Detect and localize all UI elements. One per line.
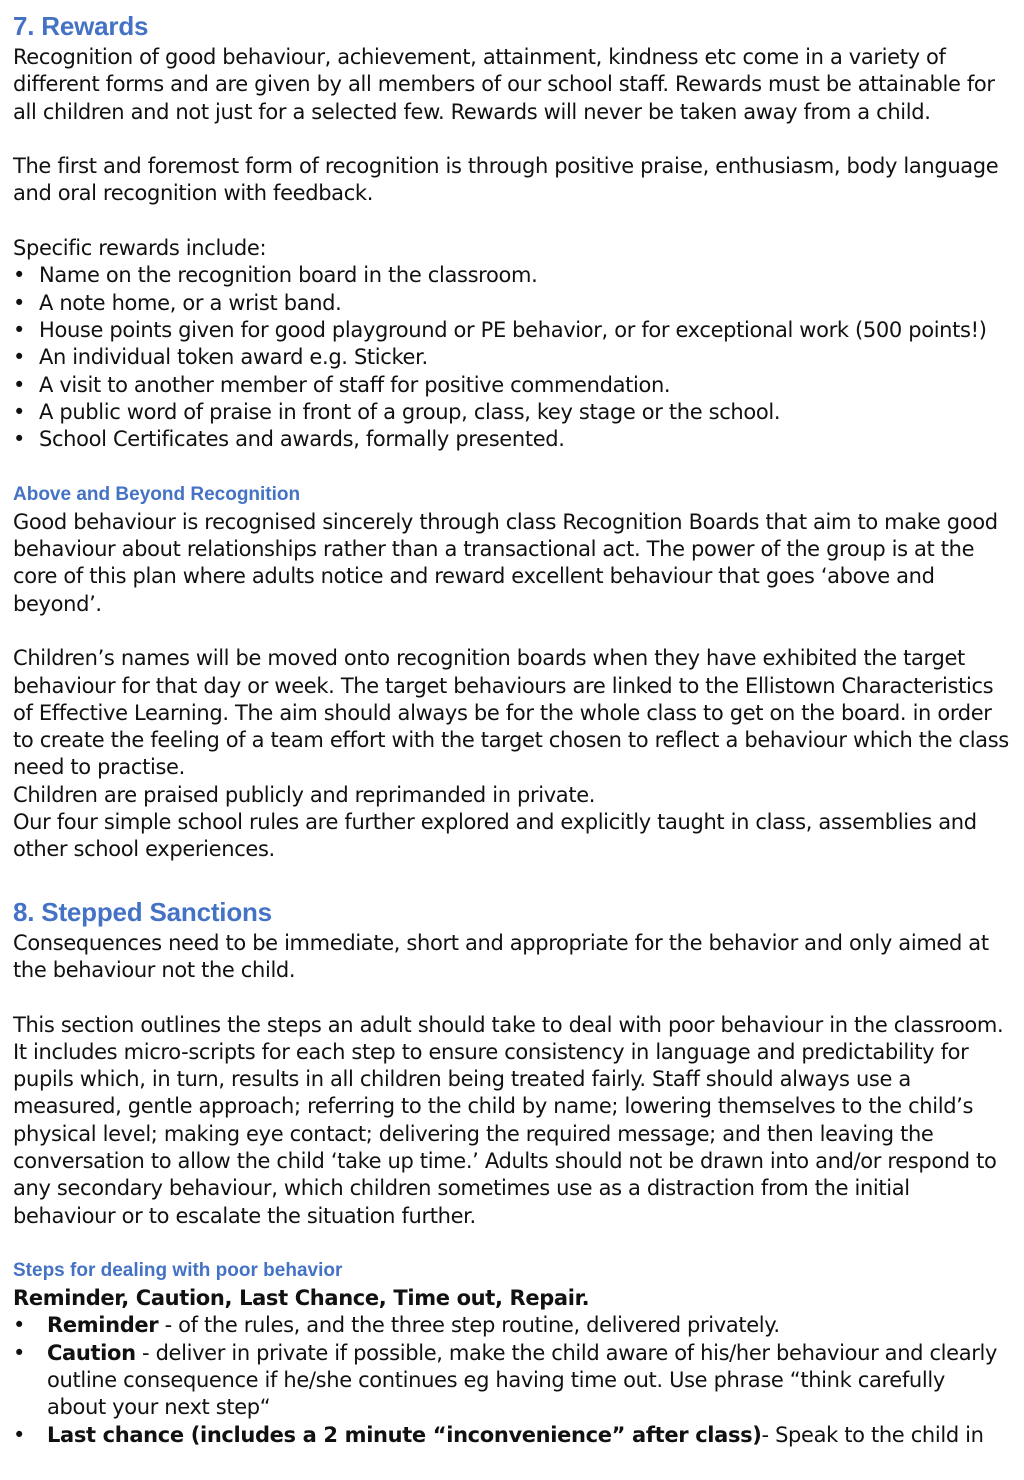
step-term: Caution: [47, 1340, 136, 1365]
above-and-beyond-heading: Above and Beyond Recognition: [13, 483, 301, 505]
above-paragraph-1: Good behaviour is recognised sincerely through class Recognition Boards that aim to make good behaviour about relationships rather than a transactional act. The power of the group is at the core of this plan where adults notice and reward excellent behaviour that goes ‘above and beyond’.: [13, 509, 998, 616]
above-paragraph-2: Children’s names will be moved onto recognition boards when they have exhibited the target behaviour for that day or week. The target behaviours are linked to the Ellistown Characteristics of Effective Learning. The aim should always be for the whole class to get on the board. in order to create the feeling of a team effort with the target chosen to reflect a behaviour which the class need to practise.: [13, 646, 1009, 780]
list-item: • School Certificates and awards, formally presented.: [13, 426, 1010, 453]
step-text: - of the rules, and the three step routine, delivered privately.: [158, 1313, 780, 1338]
spacer: [13, 126, 1010, 153]
above-paragraph-3: Children are praised publicly and reprimanded in private.: [13, 782, 596, 807]
list-item: [13, 1312, 1010, 1339]
bullet-icon: •: [13, 427, 26, 452]
list-item: • A public word of praise in front of a group, class, key stage or the school.: [13, 399, 1010, 426]
step-text: - Speak to the child in: [761, 1422, 984, 1447]
bullet-icon: •: [13, 1340, 26, 1365]
list-item: [13, 1422, 1010, 1449]
bullet-icon: •: [13, 345, 26, 370]
list-item: • A note home, or a wrist band.: [13, 290, 1010, 317]
above-paragraph-4: Our four simple school rules are further explored and explicitly taught in class, assemblies and other school experiences.: [13, 810, 977, 862]
list-item: [13, 1340, 1010, 1422]
spacer: [13, 864, 1010, 894]
section-7-heading: 7. Rewards: [13, 11, 149, 41]
bullet-icon: •: [13, 263, 26, 288]
praise-paragraph: The first and foremost form of recognition is through positive praise, enthusiasm, body language and oral recognition with feedback.: [13, 154, 999, 206]
spacer: [13, 453, 1010, 480]
bullet-icon: •: [13, 372, 26, 397]
step-text: - deliver in private if possible, make the child aware of his/her behaviour and clearly outline consequence if he/she continues eg having time out. Use phrase “think carefully about your next step“: [47, 1340, 998, 1420]
spacer: [13, 208, 1010, 235]
bullet-icon: •: [13, 290, 26, 315]
step-term: Last chance (includes a 2 minute “inconvenience” after class): [47, 1422, 762, 1447]
list-item: • Name on the recognition board in the classroom.: [13, 262, 1010, 289]
list-item: • An individual token award e.g. Sticker.: [13, 344, 1010, 371]
section-8-heading: 8. Stepped Sanctions: [13, 896, 272, 927]
spacer: [13, 1230, 1010, 1257]
bullet-icon: •: [13, 1313, 26, 1338]
rewards-intro-paragraph: Recognition of good behaviour, achievement, attainment, kindness etc come in a variety of different forms and are given by all members of our school staff. Rewards must be attainable for all children and not just for a selected few. Rewards will never be taken away from a child.: [13, 45, 995, 124]
steps-heading: Steps for dealing with poor behavior: [13, 1260, 343, 1282]
list-item: • A visit to another member of staff for positive commendation.: [13, 372, 1010, 399]
sanctions-intro-paragraph: Consequences need to be immediate, short and appropriate for the behavior and only aimed at the behaviour not the child.: [13, 930, 989, 982]
list-item: • House points given for good playground or PE behavior, or for exceptional work (500 points!): [13, 317, 1010, 344]
steps-list: [13, 1312, 1010, 1448]
specific-rewards-intro: Specific rewards include:: [13, 236, 267, 261]
spacer: [13, 984, 1010, 1011]
rewards-list: [13, 262, 1010, 453]
sanctions-outline-paragraph: This section outlines the steps an adult should take to deal with poor behaviour in the classroom. It includes micro-scripts for each step to ensure consistency in language and predictability for pupils which, in turn, results in all children being treated fairly. Staff should always use a measured, gentle approach; referring to the child by name; lowering themselves to the child’s physical level; making eye contact; delivering the required message; and then leaving the conversation to allow the child ‘take up time.’ Adults should not be drawn into and/or respond to any secondary behaviour, which children sometimes use as a distraction from the initial behaviour or to escalate the situation further.: [13, 1012, 1004, 1228]
bullet-icon: •: [13, 317, 26, 342]
bullet-icon: •: [13, 1422, 26, 1447]
spacer: [13, 618, 1010, 645]
bullet-icon: •: [13, 399, 26, 424]
step-term: Reminder: [47, 1313, 159, 1338]
steps-summary: Reminder, Caution, Last Chance, Time out, Repair.: [13, 1286, 590, 1311]
